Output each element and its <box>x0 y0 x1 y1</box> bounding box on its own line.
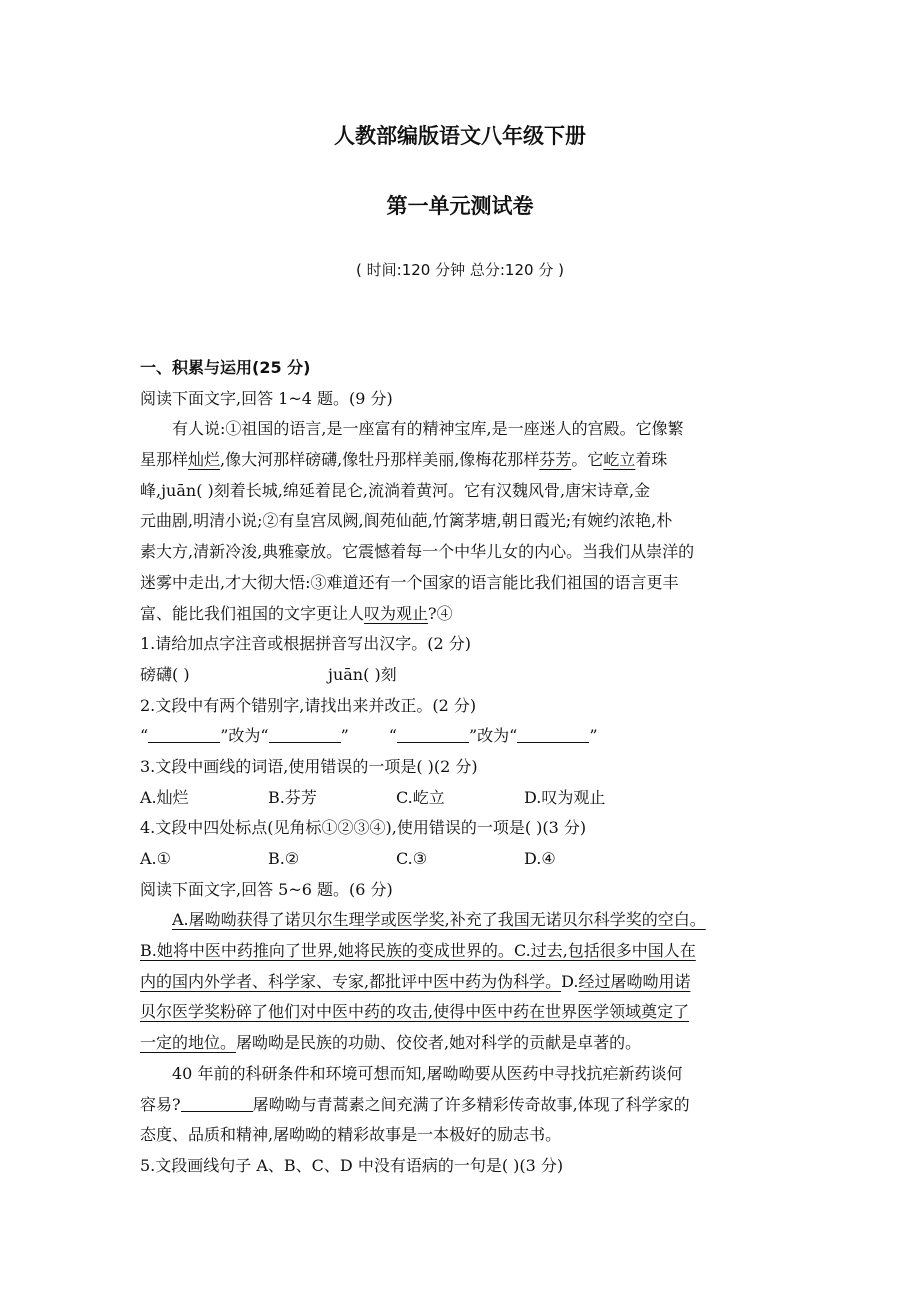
passage2-line: A.屠呦呦获得了诺贝尔生理学或医学奖,补充了我国无诺贝尔科学奖的空白。 <box>172 910 706 930</box>
question-1-items <box>140 660 785 691</box>
option-a[interactable]: A.灿烂 <box>140 787 189 807</box>
passage1-line: 富、能比我们祖国的文字更让人叹为观止?④ <box>140 603 453 623</box>
passage3-line: 容易? 屠呦呦与青蒿素之间充满了许多精彩传奇故事,体现了科学家的 <box>140 1094 690 1114</box>
option-d[interactable]: D.叹为观止 <box>524 787 606 807</box>
option-b[interactable]: B.② <box>268 849 300 868</box>
passage1-line: 峰,juān( )刻着长城,绵延着昆仑,流淌着黄河。它有汉魏风骨,唐宋诗章,金 <box>140 480 651 500</box>
question-4: 4.文段中四处标点(见角标①②③④),使用错误的一项是( )(3 分) <box>140 818 587 838</box>
passage2-line: 一定的地位。屠呦呦是民族的功勋、佼佼者,她对科学的贡献是卓著的。 <box>140 1033 642 1053</box>
passage1-line: 迷雾中走出,才大彻大悟:③难道还有一个国家的语言能比我们祖国的语言更丰 <box>140 572 679 592</box>
doc-title: 人教部编版语文八年级下册 <box>334 124 586 148</box>
passage2-line: 内的国内外学者、科学家、专家,都批评中医中药为伪科学。D.经过屠呦呦用诺 <box>140 971 691 991</box>
passage1-line: 素大方,清新冷浚,典雅豪放。它震憾着每一个中华儿女的内心。当我们从崇洋的 <box>140 542 695 562</box>
passage1-line: 元曲剧,明清小说;②有皇宫凤阙,阆苑仙葩,竹篱茅塘,朝日霞光;有婉约浓艳,朴 <box>140 511 673 531</box>
q1-item-a: 磅礴( ) <box>140 664 190 684</box>
option-c[interactable]: C.屹立 <box>396 787 445 807</box>
question-3: 3.文段中画线的词语,使用错误的一项是( )(2 分) <box>140 756 478 776</box>
answer-blank[interactable] <box>181 1093 253 1112</box>
underlined-word: 叹为观止 <box>364 603 429 623</box>
exam-content <box>140 353 785 1182</box>
option-b[interactable]: B.芬芳 <box>268 787 317 807</box>
question-5: 5.文段画线句子 A、B、C、D 中没有语病的一句是( )(3 分) <box>140 1155 564 1175</box>
time-score-info: ( 时间:120 分钟 总分:120 分 ) <box>356 261 564 279</box>
underlined-word: 芬芳 <box>539 450 572 470</box>
answer-blank[interactable] <box>397 724 469 743</box>
question-2-blanks: “ ”改为“ ” “ ”改为“ ” <box>140 726 598 746</box>
reading-intro-1: 阅读下面文字,回答 1~4 题。(9 分) <box>140 388 393 408</box>
answer-blank[interactable] <box>269 724 341 743</box>
question-3-options <box>140 783 785 814</box>
question-4-options <box>140 844 785 875</box>
reading-intro-2: 阅读下面文字,回答 5~6 题。(6 分) <box>140 879 393 899</box>
option-c[interactable]: C.③ <box>396 849 428 868</box>
question-2: 2.文段中有两个错别字,请找出来并改正。(2 分) <box>140 695 477 715</box>
passage2-line: B.她将中医中药推向了世界,她将民族的变成世界的。C.过去,包括很多中国人在 <box>140 941 696 961</box>
q1-item-b: juān( )刻 <box>328 664 397 684</box>
question-1: 1.请给加点字注音或根据拼音写出汉字。(2 分) <box>140 634 472 654</box>
passage2-line: 贝尔医学奖粉碎了他们对中医中药的攻击,使得中医中药在世界医学领域奠定了 <box>140 1002 690 1022</box>
underlined-word: 灿烂 <box>188 450 221 470</box>
passage1-line: 有人说:①祖国的语言,是一座富有的精神宝库,是一座迷人的宫殿。它像繁 <box>172 419 684 439</box>
passage3-line: 态度、品质和精神,屠呦呦的精彩故事是一本极好的励志书。 <box>140 1125 562 1145</box>
passage3-line: 40 年前的科研条件和环境可想而知,屠呦呦要从医药中寻找抗疟新药谈何 <box>172 1063 683 1083</box>
option-d[interactable]: D.④ <box>524 849 556 868</box>
option-a[interactable]: A.① <box>140 849 171 868</box>
section-heading: 一、积累与运用(25 分) <box>140 358 311 377</box>
answer-blank[interactable] <box>148 724 220 743</box>
underlined-word: 屹立 <box>603 450 636 470</box>
answer-blank[interactable] <box>517 724 589 743</box>
passage1-line: 星那样灿烂,像大河那样磅礴,像牡丹那样美丽,像梅花那样芬芳。它屹立着珠 <box>140 450 668 470</box>
doc-subtitle: 第一单元测试卷 <box>386 194 534 218</box>
